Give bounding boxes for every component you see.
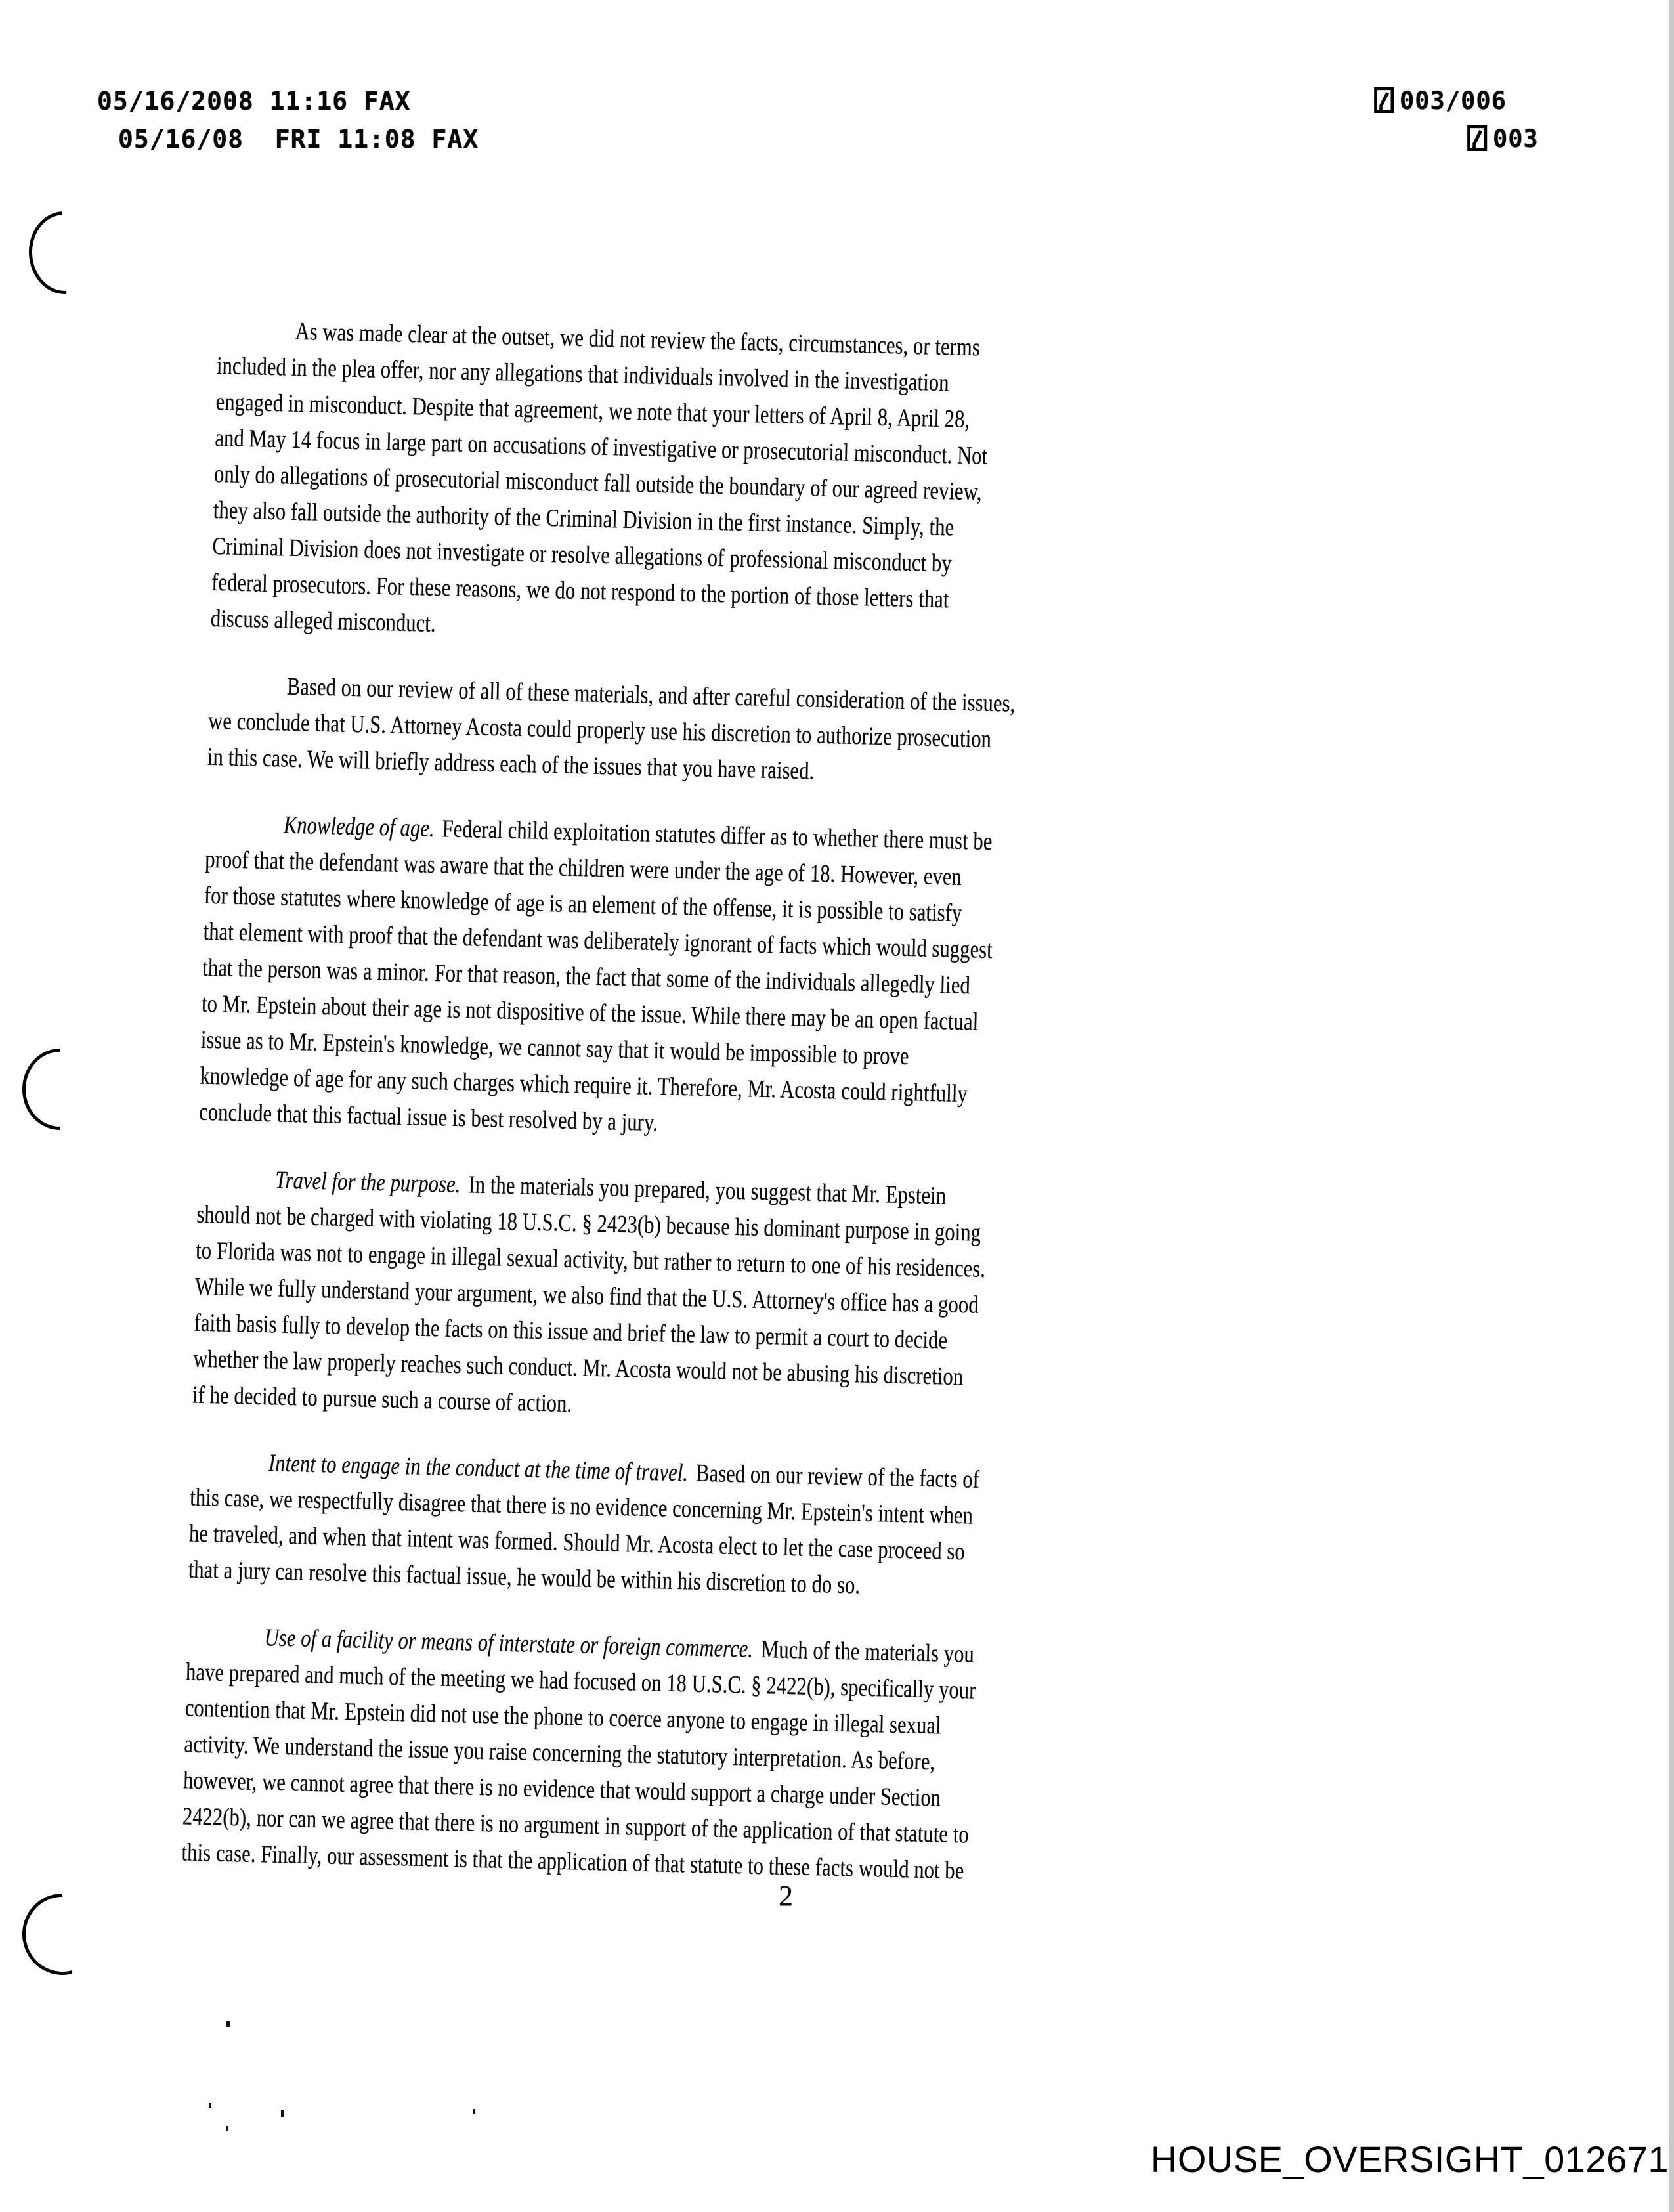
scan-speck — [209, 2103, 211, 2108]
scan-artifact-arc — [18, 1889, 107, 1980]
fax-header-line-1: 05/16/2008 11:16 FAX — [97, 87, 411, 116]
paragraph-text: Based on our review of all of these materials, and after careful consideration of the issues, we conclude that U.S. Attorney Acosta could properly use his discretion to authorize prosecution in this case. We will briefly address each of the issues that you have raised. — [207, 672, 1016, 785]
fax-header-line-2: 05/16/08 FRI 11:08 FAX — [118, 125, 479, 154]
paragraph-lead-italic: Intent to engage in the conduct at the time of travel. — [268, 1449, 689, 1487]
fax-page-number-stamp — [1465, 123, 1539, 154]
fax-page-number-text: 003 — [1493, 124, 1539, 153]
body-paragraph — [210, 312, 1346, 663]
paragraph-lead-italic: Use of a facility or means of interstate or foreign commerce. — [264, 1624, 754, 1663]
scan-speck — [226, 2021, 230, 2027]
scan-artifact-arc — [27, 209, 102, 295]
paragraph-text: Much of the materials you have prepared and much of the meeting we had focused on 18 U.S.C. § 2422(b), specifically your contention that Mr. Epstein did not use the phone to coerce anyone to engage in illegal sexual activity. We understand the issue you raise concerning the statutory interpretation. As before, however, we cannot agree that there is no evidence that would support a charge under Section 2422(b), nor can we agree that there is no argument in support of the application of that statute to this case. Finally, our assessment is that the application of that statute to these facts would not be — [181, 1636, 977, 1885]
body-paragraph — [192, 1161, 1327, 1440]
scan-edge-shadow — [1669, 0, 1674, 2212]
fax-page-count-text: 003/006 — [1400, 86, 1507, 115]
page-with-pen-icon — [1372, 85, 1397, 116]
scan-artifact-arc — [22, 1049, 97, 1130]
scan-speck — [473, 2109, 475, 2114]
scan-speck — [281, 2110, 284, 2117]
paragraph-lead-italic: Knowledge of age. — [283, 811, 435, 842]
scan-speck — [226, 2126, 228, 2131]
fax-page-count-stamp — [1372, 85, 1507, 116]
body-paragraph — [188, 1444, 1320, 1615]
paragraph-text: Based on our review of the facts of this case, we respectfully disagree that there is no evidence concerning Mr. Epstein's intent when he traveled, and when that intent was formed. Should Mr. Acosta elect to let the case proceed so that a jury can resolve this factual issue, he would be within his discretion to do so. — [188, 1459, 980, 1599]
paragraph-text: Federal child exploitation statutes differ as to whether there must be proof that the defendant was aware that the children were under the age of 18. However, even for those statutes where knowledge of age is an element of the offense, it is possible to satisfy that element with proof that the defendant was deliberately ignorant of facts which would suggest that the person was a minor. For that reason, the fact that some of the individuals allegedly lied to Mr. Epstein about their age is not dispositive of the issue. While there may be an open factual issue as to Mr. Epstein's knowledge, we cannot say that it would be impossible to prove knowledge of age for any such charges which require it. Therefore, Mr. Acosta could rightfully conclude that this factual issue is best resolved by a jury. — [198, 815, 993, 1137]
bates-stamp: HOUSE_OVERSIGHT_012671 — [1150, 2138, 1669, 2180]
body-paragraph — [181, 1618, 1316, 1897]
paragraph-text: In the materials you prepared, you suggest that Mr. Epstein should not be charged with violating 18 U.S.C. § 2423(b) because his dominant purpose in going to Florida was not to engage in illegal sexual activity, but rather to return to one of his residences. While we fully understand your argument, we also find that the U.S. Attorney's office has a good faith basis fully to develop the facts on this issue and brief the law to permit a court to decide whether the law properly reaches such conduct. Mr. Acosta would not be abusing his discretion if he decided to pursue such a course of action. — [192, 1171, 986, 1418]
page-number: 2 — [779, 1880, 793, 1912]
letter-body — [181, 312, 1347, 1928]
body-paragraph — [207, 667, 1338, 802]
body-paragraph — [199, 806, 1335, 1157]
paragraph-lead-italic: Travel for the purpose. — [274, 1166, 461, 1199]
page-with-pen-icon — [1465, 123, 1490, 154]
paragraph-text: As was made clear at the outset, we did not review the facts, circumstances, or terms included in the plea offer, nor any allegations that individuals involved in the investigation engaged in misconduct. Despite that agreement, we note that your letters of April 8, April 28, and May 14 focus in large part on accusations of investigative or prosecutorial misconduct. Not only do allegations of prosecutorial misconduct fall outside the boundary of our agreed review, they also fall outside the authority of the Criminal Division in the first instance. Simply, the Criminal Division does not investigate or resolve allegations of professional misconduct by federal prosecutors. For these reasons, we do not respond to the portion of those letters that discuss alleged misconduct. — [210, 317, 988, 638]
